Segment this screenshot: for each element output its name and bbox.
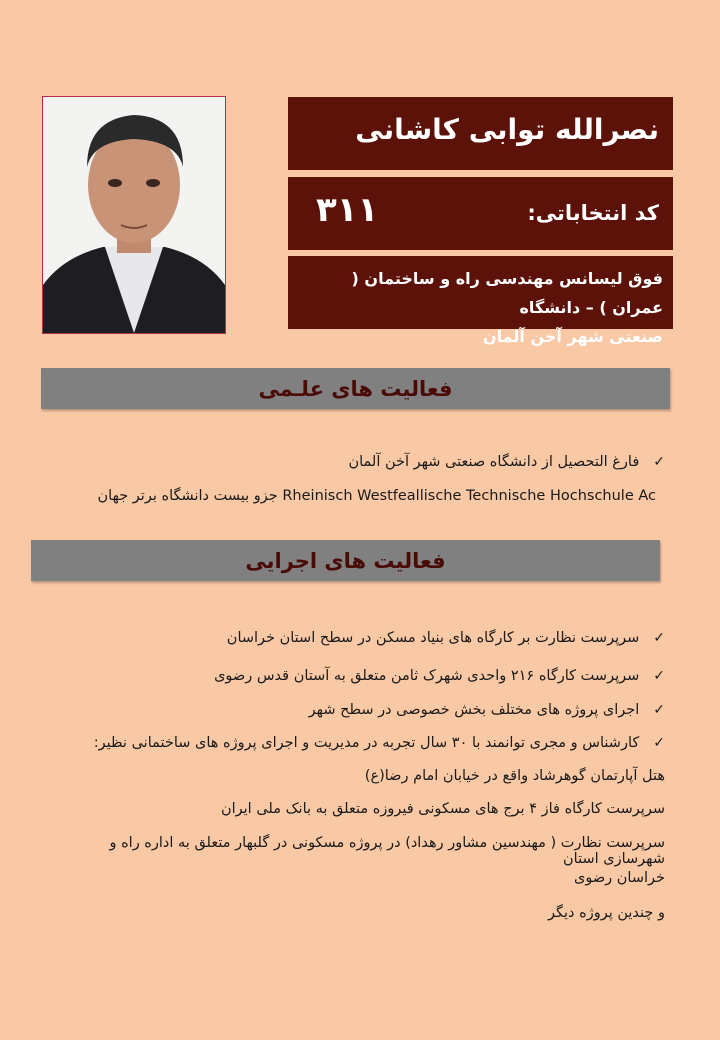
profile-photo [42,96,226,334]
project-item-3-cont: خراسان رضوی [574,870,665,886]
degree-line-1: فوق لیسانس مهندسی راه و ساختمان ( عمران ) – دانشگاه [351,269,663,317]
project-item-3: سرپرست نظارت ( مهندسین مشاور رهداد) در پروژه مسکونی در گلبهار متعلق به اداره راه و شهرسازی استان [109,835,665,867]
degree-box [288,256,673,346]
project-item-1: هتل آپارتمان گوهرشاد واقع در خیابان امام رضا(ع) [364,768,665,784]
code-box [288,177,673,250]
scientific-title: فعالیت های علـمی [258,376,453,401]
check-icon: ✓ [653,735,665,751]
executive-item-1: ✓سرپرست نظارت بر کارگاه های بنیاد مسکن در سطح استان خراسان [226,630,665,646]
check-icon: ✓ [653,454,665,470]
scientific-item-1: ✓فارغ التحصیل از دانشگاه صنعتی شهر آخن آلمان [348,454,665,470]
project-item-4: و چندین پروژه دیگر [548,905,665,921]
scientific-band [41,368,670,409]
check-icon: ✓ [653,630,665,646]
check-icon: ✓ [653,668,665,684]
project-item-2: سرپرست کارگاه فاز ۴ برج های مسکونی فیروزه متعلق به بانک ملی ایران [220,801,665,817]
executive-title: فعالیت های اجرایی [245,548,446,573]
executive-item-3: ✓اجرای پروژه های مختلف بخش خصوصی در سطح شهر [308,702,665,718]
person-photo-icon [43,97,225,333]
election-code-label: کد انتخاباتی: [527,201,659,225]
candidate-name: نصرالله توابی کاشانی [355,113,659,146]
scientific-item-1-cont: Rheinisch Westfeallische Technische Hochschule Ac جزو بیست دانشگاه برتر جهان [97,488,656,504]
election-code-number: ۳۱۱ [316,190,379,230]
degree-text [296,264,663,351]
name-box [288,97,673,170]
executive-item-2: ✓سرپرست کارگاه ۲۱۶ واحدی شهرک ثامن متعلق به آستان قدس رضوی [214,668,665,684]
degree-line-2: صنعتی شهر آخن آلمان [483,327,663,346]
check-icon: ✓ [653,702,665,718]
executive-band [31,540,660,581]
executive-item-4: ✓کارشناس و مجری توانمند با ۳۰ سال تجربه در مدیریت و اجرای پروژه های ساختمانی نظیر: [93,735,665,751]
